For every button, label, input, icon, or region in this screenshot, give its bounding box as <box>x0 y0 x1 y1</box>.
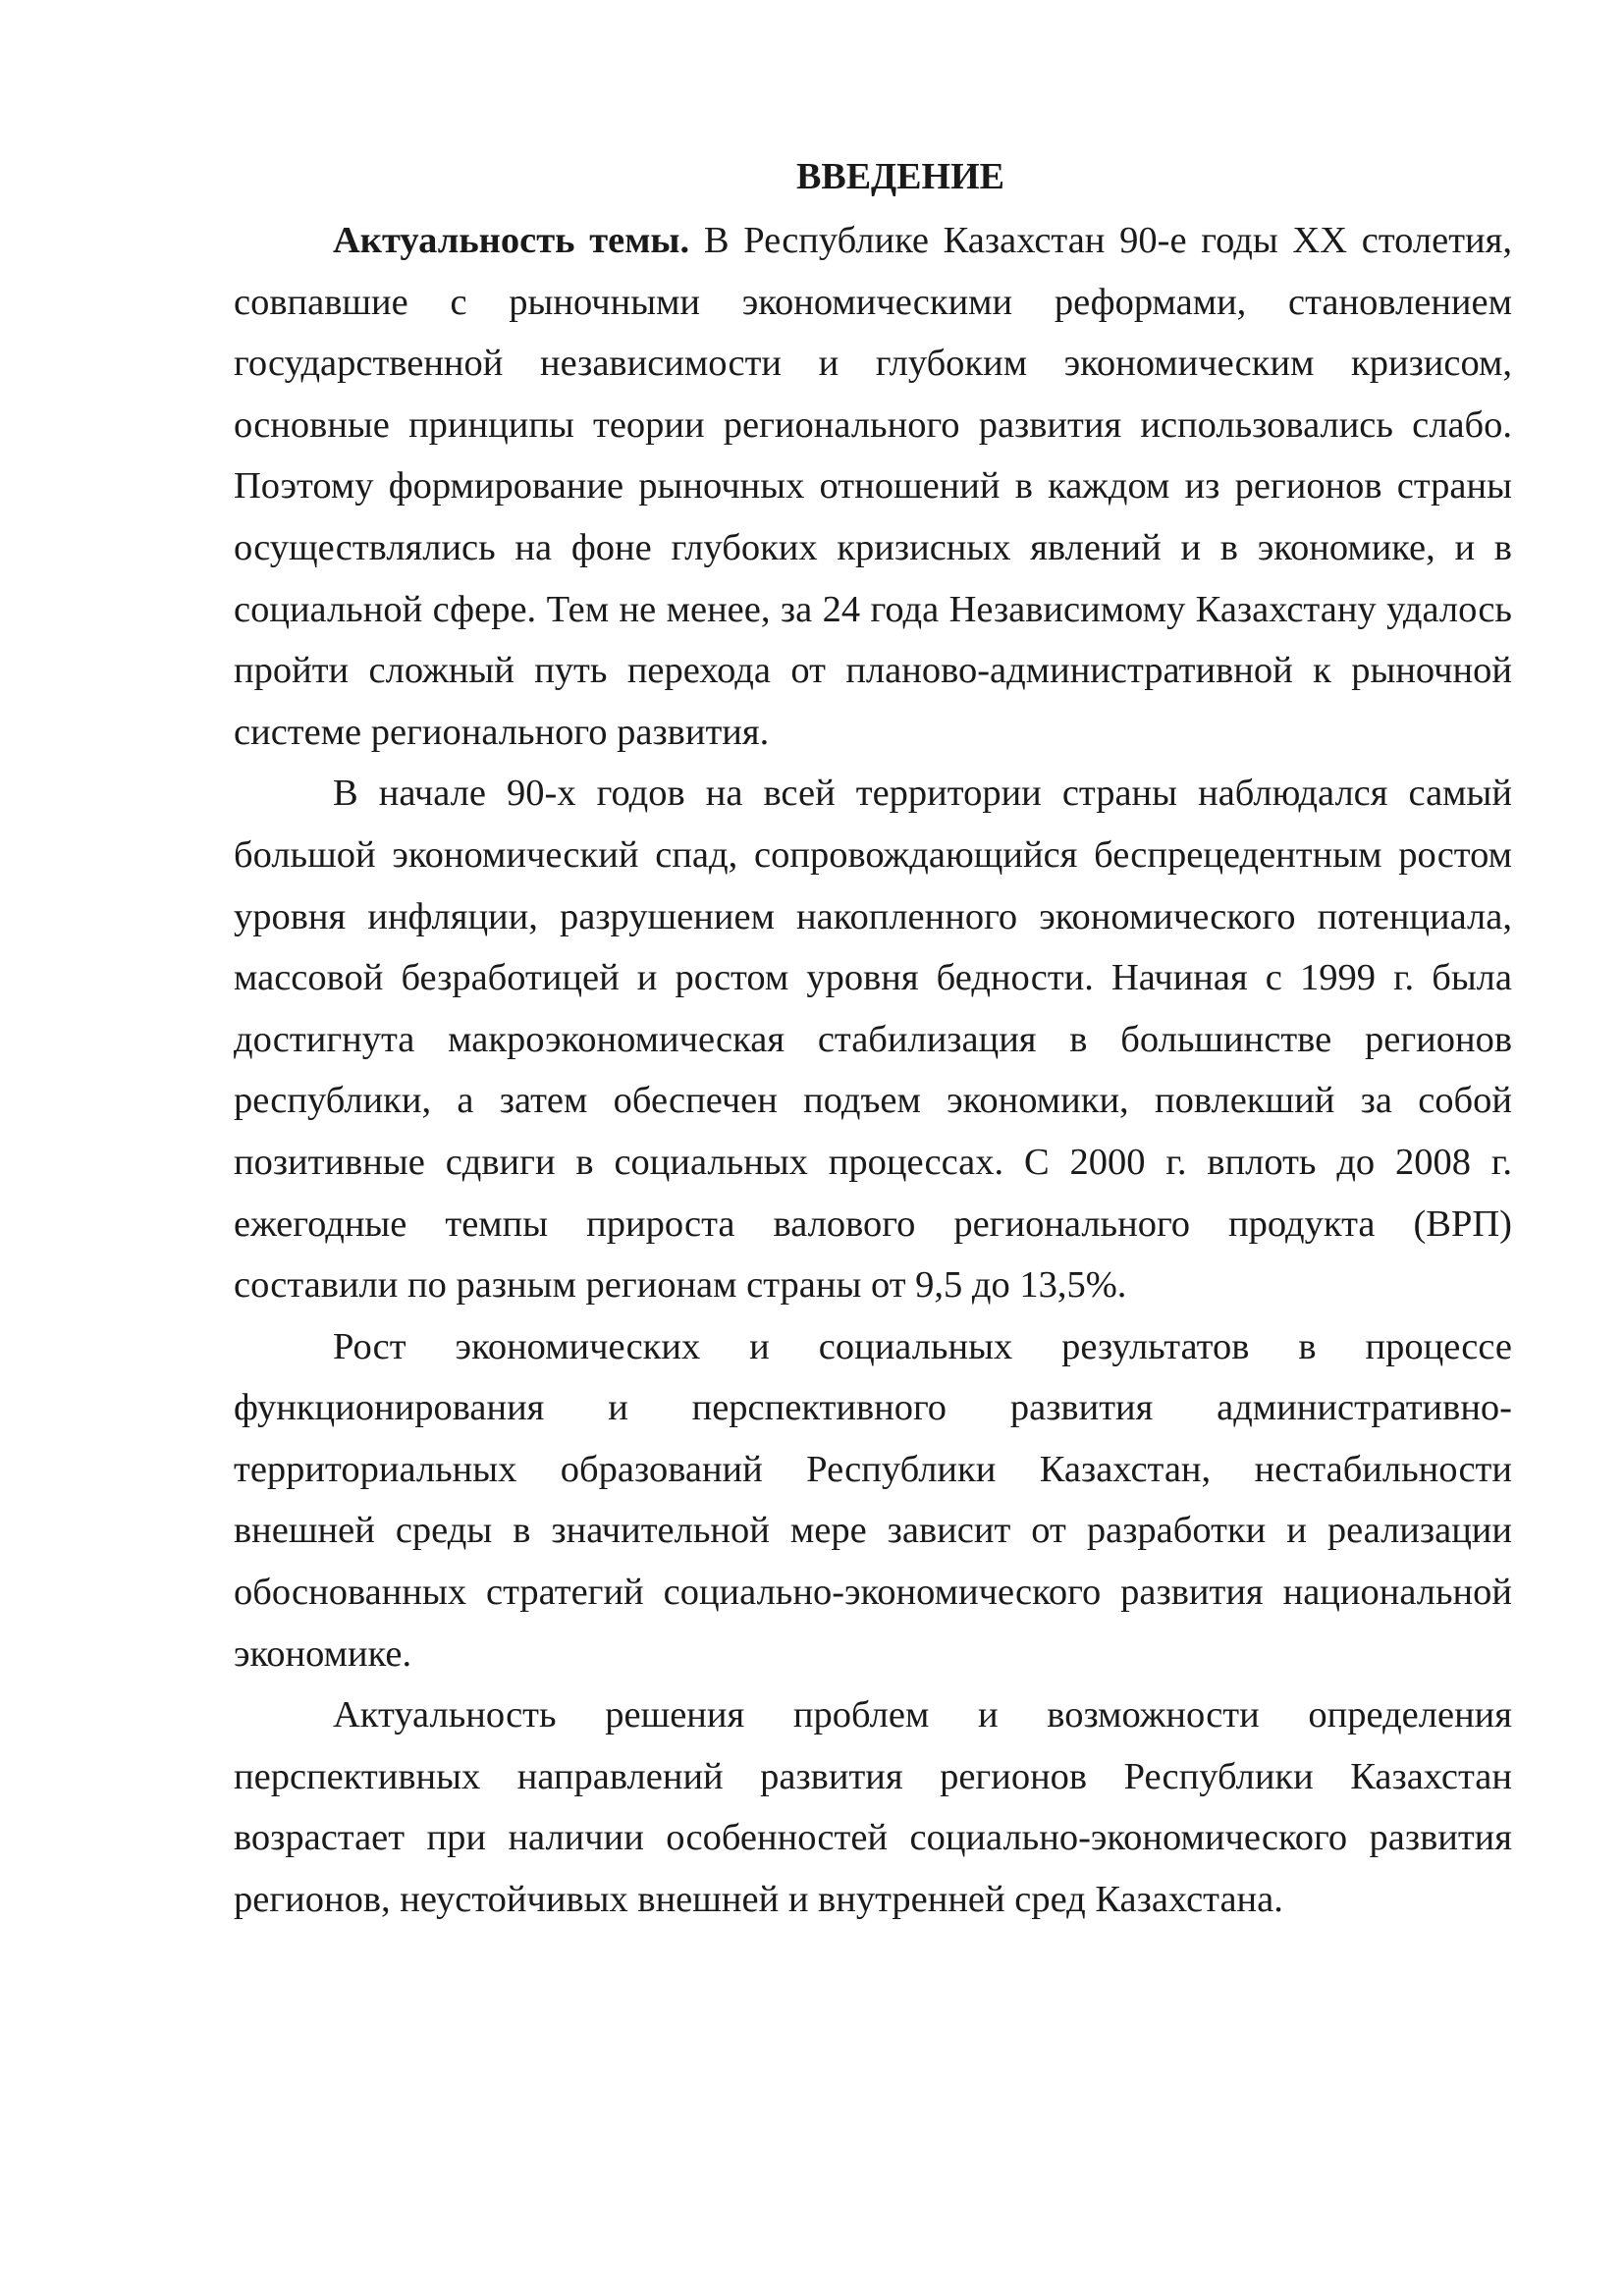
paragraph-lead-bold: Актуальность темы. <box>333 220 690 261</box>
paragraph-growth-strategies: Рост экономических и социальных результатов в процессе функционирования и перспективного развития административно-территориальных образований Республики Казахстан, нестабильности внешней среды в значительной мере зависит от разработки и реализации обоснованных стратегий социально-экономического развития национальной экономике. <box>234 1325 1512 1675</box>
paragraph-relevance <box>234 210 1512 763</box>
paragraph-economic-decline: В начале 90-х годов на всей территории страны наблюдался самый большой экономический спад, сопровождающийся беспрецедентным ростом уровня инфляции, разрушением накопленного экономического потенциала, массовой безработицей и ростом уровня бедности. Начиная с 1999 г. была достигнута макроэкономическая стабилизация в большинстве регионов республики, а затем обеспечен подъем экономики, повлекший за собой позитивные сдвиги в социальных процессах. С 2000 г. вплоть до 2008 г. ежегодные темпы прироста валового регионального продукта (ВРП) составили по разным регионам страны от 9,5 до 13,5%. <box>234 773 1512 1307</box>
paragraph-regional-directions: Актуальность решения проблем и возможности определения перспективных направлений развития регионов Республики Казахстан возрастает при наличии особенностей социально-экономического развития регионов, неустойчивых внешней и внутренней сред Казахстана. <box>234 1694 1512 1921</box>
document-body <box>234 147 1512 1931</box>
paragraph-text: В Республике Казахстан 90-е годы XX столетия, совпавшие с рыночными экономическими реформами, становлением государственной независимости и глубоким экономическим кризисом, основные принципы теории регионального развития использовались слабо. Поэтому формирование рыночных отношений в каждом из регионов страны осуществлялись на фоне глубоких кризисных явлений и в экономике, и в социальной сфере. Тем не менее, за 24 года Независимому Казахстану удалось пройти сложный путь перехода от планово-административной к рыночной системе регионального развития. <box>234 220 1512 753</box>
section-heading: ВВЕДЕНИЕ <box>796 156 1004 197</box>
